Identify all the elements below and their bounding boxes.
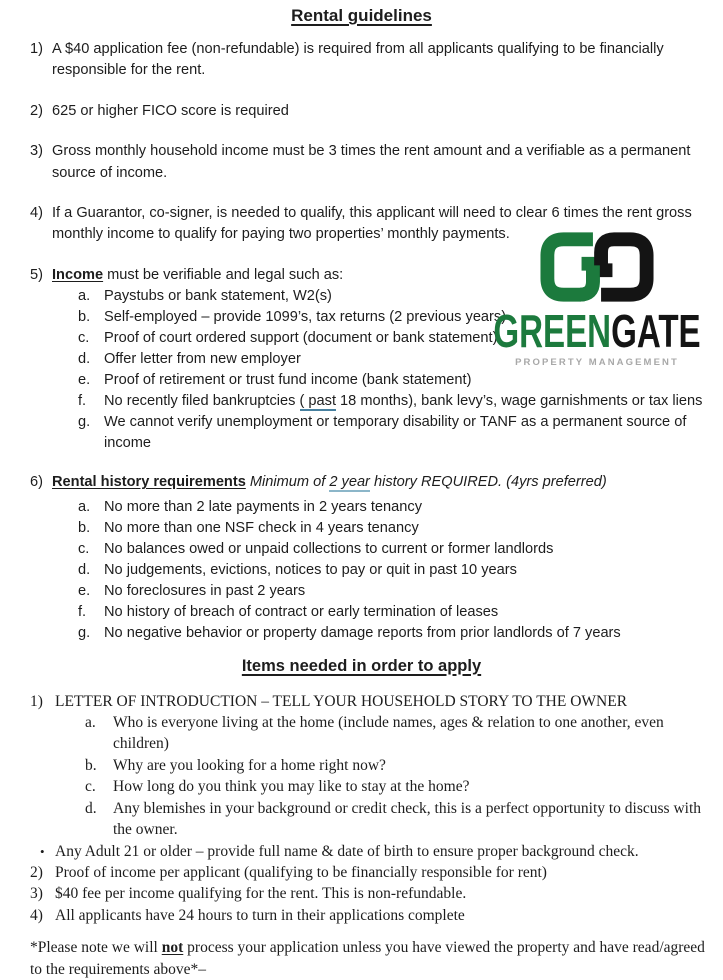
sub-letter: g. xyxy=(78,624,91,641)
page-title: Rental guidelines xyxy=(291,6,432,25)
sub-item-6g xyxy=(78,623,709,644)
note-emphasis: not xyxy=(161,939,184,957)
sub-text: No more than one NSF check in 4 years tenancy xyxy=(104,519,419,536)
apply-section xyxy=(30,691,709,980)
item-text: $40 fee per income qualifying for the rent. This is non-refundable. xyxy=(55,885,467,903)
note-text-post: process your application unless you have viewed the property and have read/agreed to the requirements above*– xyxy=(30,939,705,978)
item-text: LETTER OF INTRODUCTION – TELL YOUR HOUSEHOLD STORY TO THE OWNER xyxy=(55,692,628,710)
item-number: 2) xyxy=(30,863,43,881)
sub-letter: f. xyxy=(78,393,87,410)
item-text-italic: Minimum of xyxy=(245,474,330,491)
item-number: 4) xyxy=(30,205,43,222)
apply-item-3 xyxy=(30,883,709,904)
apply-sub-1a xyxy=(85,712,709,755)
item-text: A $40 application fee (non-refundable) is required from all applicants qualifying to be financially responsible for the rent. xyxy=(52,41,664,79)
apply-sub-1d xyxy=(85,798,709,841)
sub-letter: f. xyxy=(78,603,87,620)
sub-letter: c. xyxy=(85,778,96,796)
item-text: All applicants have 24 hours to turn in their applications complete xyxy=(55,906,465,924)
footer-note xyxy=(30,937,709,980)
sub-text-post: 18 months), bank levy’s, wage garnishments or tax liens xyxy=(336,393,703,410)
apply-item-2 xyxy=(30,862,709,883)
sub-text-pre: No recently filed bankruptcies xyxy=(104,393,300,410)
income-keyword: Income xyxy=(52,266,104,283)
apply-section-title: Items needed in order to apply xyxy=(241,656,482,675)
guideline-item-3 xyxy=(30,141,709,184)
logo-tagline: PROPERTY MANAGEMENT xyxy=(515,357,679,368)
grammar-marked-text: ( past xyxy=(299,393,336,410)
sub-text: Why are you looking for a home right now? xyxy=(113,756,386,774)
item-text: Proof of income per applicant (qualifying to be financially responsible for rent) xyxy=(55,863,547,881)
sub-text: We cannot verify unemployment or temporary disability or TANF as a permanent source of income xyxy=(104,414,687,452)
item-text: Gross monthly household income must be 3 times the rent amount and a verifiable as a permanent source of income. xyxy=(52,143,691,181)
item-number: 6) xyxy=(30,474,43,491)
guideline-item-1 xyxy=(30,39,709,82)
sub-text: Paystubs or bank statement, W2(s) xyxy=(104,288,332,305)
sub-letter: e. xyxy=(78,582,91,599)
apply-sub-1c xyxy=(85,776,709,797)
sub-letter: d. xyxy=(85,799,97,817)
item-text xyxy=(52,472,607,493)
sub-letter: a. xyxy=(78,498,91,515)
guideline-item-2 xyxy=(30,101,709,122)
rental-history-keyword: Rental history requirements xyxy=(52,474,246,491)
sub-text: Proof of court ordered support (document or bank statement) xyxy=(104,330,498,347)
apply-item-bullet xyxy=(30,841,709,862)
sub-item-5g xyxy=(78,412,709,454)
sub-item-6d xyxy=(78,560,709,581)
item-number: 4) xyxy=(30,906,43,924)
sub-text: Who is everyone living at the home (include names, ages & relation to one another, even children) xyxy=(113,714,664,753)
greengate-logo xyxy=(483,226,711,368)
item-number: 3) xyxy=(30,885,43,903)
sub-item-5e xyxy=(78,370,709,391)
item-number: 3) xyxy=(30,143,43,160)
sub-letter: d. xyxy=(78,351,91,368)
item-number: 1) xyxy=(30,41,43,57)
sub-letter: b. xyxy=(78,519,91,536)
sub-item-6b xyxy=(78,518,709,539)
sub-item-6a xyxy=(78,497,709,518)
guideline-item-6 xyxy=(30,472,709,643)
sub-letter: b. xyxy=(85,756,97,774)
grammar-marked-text: 2 year xyxy=(329,474,370,491)
sub-text: Any blemishes in your background or credit check, this is a perfect opportunity to discuss with the owner. xyxy=(113,799,702,839)
sub-text: Proof of retirement or trust fund income (bank statement) xyxy=(104,372,472,389)
apply-sub-1b xyxy=(85,755,709,776)
item-text: 625 or higher FICO score is required xyxy=(52,102,289,119)
item-text: If a Guarantor, co-signer, is needed to qualify, this applicant will need to clear 6 times the rent gross monthly income to qualify for paying two properties’ monthly payments. xyxy=(52,205,692,243)
item-text xyxy=(52,265,343,286)
sub-letter: a. xyxy=(78,288,91,305)
sub-text: Offer letter from new employer xyxy=(104,351,301,368)
item-text-italic: history REQUIRED. (4yrs preferred) xyxy=(369,474,607,491)
item-number: 1) xyxy=(30,692,43,710)
sub-text: How long do you think you may like to stay at the home? xyxy=(113,778,470,796)
sub-item-5f xyxy=(78,391,709,412)
sub-text: No negative behavior or property damage reports from prior landlords of 7 years xyxy=(104,624,621,641)
item-text: Any Adult 21 or older – provide full name & date of birth to ensure proper background check. xyxy=(55,842,639,860)
sub-item-6c xyxy=(78,539,709,560)
sub-text: No more than 2 late payments in 2 years tenancy xyxy=(104,498,422,515)
item-text-rest: must be verifiable and legal such as: xyxy=(103,266,344,283)
sub-letter: g. xyxy=(78,414,91,431)
logo-wordmark xyxy=(493,305,701,357)
sub-text: No judgements, evictions, notices to pay or quit in past 10 years xyxy=(104,561,517,578)
item-number: 5) xyxy=(30,266,43,283)
gg-monogram-icon xyxy=(536,226,658,308)
sub-letter: e. xyxy=(78,372,91,389)
note-text-pre: *Please note we will xyxy=(30,939,162,957)
apply-item-1 xyxy=(30,691,709,712)
logo-word-black: GATE xyxy=(611,305,701,357)
sub-list-6 xyxy=(30,497,709,644)
sub-letter: a. xyxy=(85,714,96,732)
sub-letter: c. xyxy=(78,330,90,347)
sub-text: No history of breach of contract or early termination of leases xyxy=(104,603,499,620)
bullet-icon: • xyxy=(40,843,45,859)
sub-item-6e xyxy=(78,581,709,602)
sub-item-6f xyxy=(78,602,709,623)
sub-letter: b. xyxy=(78,309,91,326)
sub-letter: c. xyxy=(78,540,90,557)
item-number: 2) xyxy=(30,102,43,119)
sub-text: No foreclosures in past 2 years xyxy=(104,582,306,599)
sub-text xyxy=(104,391,709,412)
sub-text: Self-employed – provide 1099’s, tax returns (2 previous years) xyxy=(104,309,507,326)
sub-letter: d. xyxy=(78,561,91,578)
apply-item-4 xyxy=(30,905,709,926)
logo-word-green: GREEN xyxy=(493,305,612,357)
sub-text: No balances owed or unpaid collections to current or former landlords xyxy=(104,540,554,557)
